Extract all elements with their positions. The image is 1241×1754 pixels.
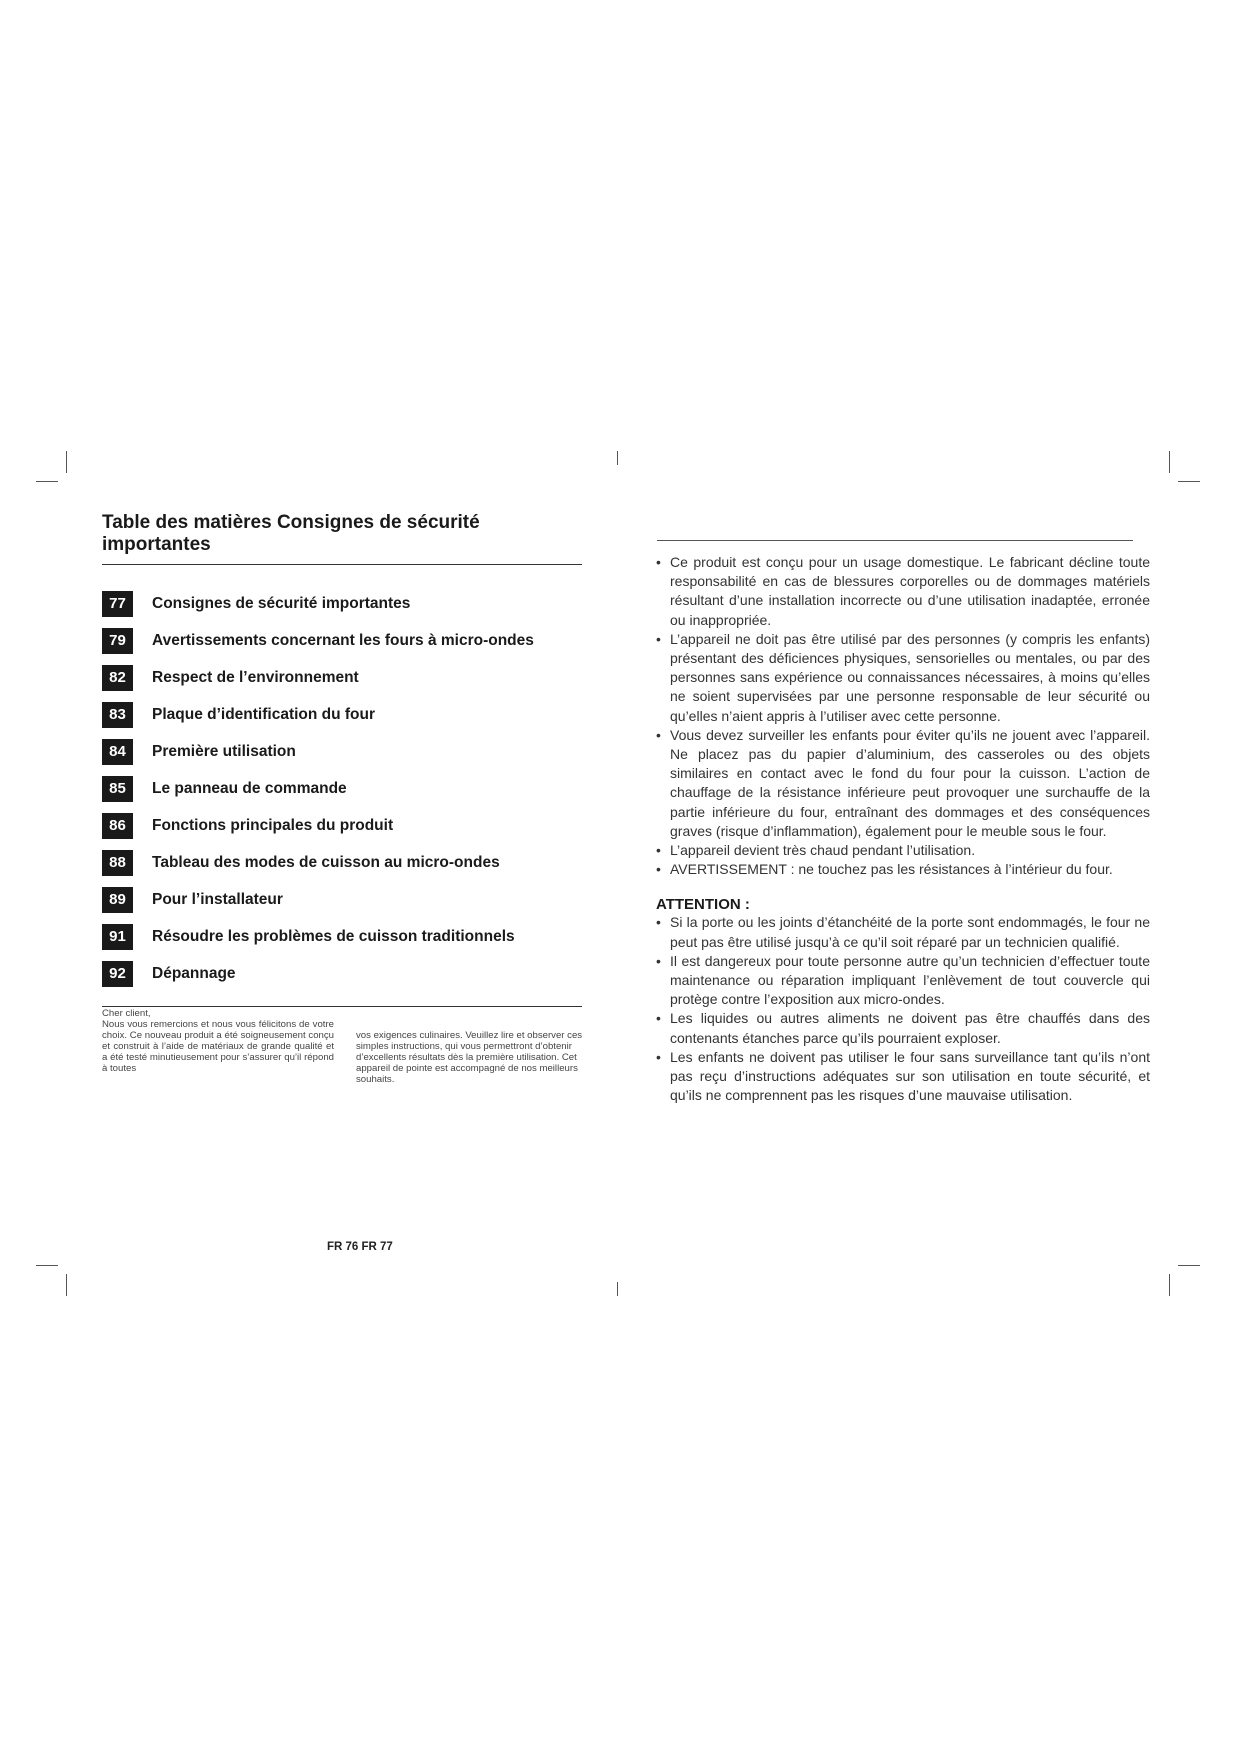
- crop-mark: [36, 481, 58, 482]
- toc-item-label: Résoudre les problèmes de cuisson traditionnels: [152, 927, 515, 945]
- crop-mark: [36, 1265, 58, 1266]
- bullet-item: • Si la porte ou les joints d’étanchéité de la porte sont endommagés, le four ne peut pas être utilisé jusqu’à ce qu’il soit réparé par un technicien qualifié.: [656, 913, 1150, 951]
- crop-mark: [1178, 481, 1200, 482]
- toc-page-number: 88: [102, 850, 133, 876]
- welcome-letter: [102, 1008, 588, 1085]
- toc-page-number: 83: [102, 702, 133, 728]
- toc-item-label: Fonctions principales du produit: [152, 816, 394, 834]
- toc-page-number: 79: [102, 628, 133, 654]
- letter-column-1: Nous vous remercions et nous vous félicitons de votre choix. Ce nouveau produit a été soigneusement conçu et construit à l’aide de matériaux de grande qualité et a été testé minutieusement pour s’assurer qu’il répond à toutes: [102, 1019, 334, 1074]
- toc-item-label: Dépannage: [152, 964, 236, 982]
- toc-page-number: 92: [102, 961, 133, 987]
- toc-item: [102, 881, 582, 918]
- toc-item: [102, 807, 582, 844]
- table-of-contents: [102, 512, 582, 1007]
- bullet-item: • L’appareil ne doit pas être utilisé par des personnes (y compris les enfants) présentant des déficiences physiques, sensorielles ou mentales, ou par des personnes sans expérience ou connaissances nécessaires, à moins qu’elles ne soient supervisées par une personne responsable de leur sécurité ou qu’elles n’aient appris à l’utiliser avec cette personne.: [656, 630, 1150, 726]
- bullet-item: • Les enfants ne doivent pas utiliser le four sans surveillance tant qu’ils n’ont pas reçu d’instructions adéquates sur son utilisation en toute sécurité, et qu’ils ne comprennent pas les risques d’une mauvaise utilisation.: [656, 1048, 1150, 1106]
- attention-bullet-list: [656, 913, 1150, 1105]
- bullet-item: • Ce produit est conçu pour un usage domestique. Le fabricant décline toute responsabilité en cas de blessures corporelles ou de dommages matériels résultant d’une installation incorrecte ou d’une utilisation inadaptée, erronée ou inappropriée.: [656, 553, 1150, 630]
- toc-item-label: Tableau des modes de cuisson au micro-ondes: [152, 853, 500, 871]
- bullet-item: • Il est dangereux pour toute personne autre qu’un technicien d’effectuer toute maintenance ou réparation impliquant l’enlèvement de tout couvercle qui protège contre l’exposition aux micro-ondes.: [656, 952, 1150, 1010]
- attention-heading: ATTENTION :: [656, 896, 750, 914]
- toc-page-number: 86: [102, 813, 133, 839]
- toc-item-label: Consignes de sécurité importantes: [152, 594, 411, 612]
- toc-item-label: Le panneau de commande: [152, 779, 347, 797]
- toc-item: [102, 622, 582, 659]
- toc-item: [102, 844, 582, 881]
- toc-item: [102, 918, 582, 955]
- crop-mark: [1178, 1265, 1200, 1266]
- toc-item-label: Pour l’installateur: [152, 890, 283, 908]
- toc-page-number: 91: [102, 924, 133, 950]
- page-title: Table des matières Consignes de sécurité importantes: [102, 512, 582, 565]
- crop-mark: [66, 1274, 67, 1296]
- crop-mark: [1169, 1274, 1170, 1296]
- divider: [657, 540, 1133, 541]
- toc-page-number: 89: [102, 887, 133, 913]
- toc-item: [102, 696, 582, 733]
- toc-item-label: Plaque d’identification du four: [152, 705, 376, 723]
- page-numbers: FR 76 FR 77: [327, 1241, 393, 1253]
- bullet-item: • Les liquides ou autres aliments ne doivent pas être chauffés dans des contenants étanches parce qu’ils pourraient exploser.: [656, 1009, 1150, 1047]
- toc-item-label: Première utilisation: [152, 742, 296, 760]
- bullet-item: • L’appareil devient très chaud pendant l’utilisation.: [656, 841, 1150, 860]
- letter-column-2: vos exigences culinaires. Veuillez lire et observer ces simples instructions, qui vous permettront d’obtenir d’excellents résultats dès la première utilisation. Cet appareil de pointe est accompagné de nos meilleurs souhaits.: [356, 1030, 583, 1085]
- toc-list: [102, 585, 582, 992]
- toc-page-number: 84: [102, 739, 133, 765]
- toc-item-label: Respect de l’environnement: [152, 668, 359, 686]
- crop-mark: [617, 451, 618, 465]
- bullet-item: • Vous devez surveiller les enfants pour éviter qu’ils ne jouent avec l’appareil. Ne placez pas du papier d’aluminium, des casseroles ou des objets similaires en contact avec le fond du four pour la cuisson. L’action de chauffage de la résistance inférieure peut provoquer une surchauffe de la partie inférieure du four, entraînant des dommages et des conséquences graves (risque d’inflammation), également pour le meuble sous le four.: [656, 726, 1150, 841]
- toc-item: [102, 659, 582, 696]
- crop-mark: [1169, 451, 1170, 473]
- toc-item-label: Avertissements concernant les fours à micro-ondes: [152, 631, 534, 649]
- divider: [102, 1006, 582, 1007]
- crop-mark: [66, 451, 67, 473]
- toc-page-number: 77: [102, 591, 133, 617]
- letter-greeting: Cher client,: [102, 1008, 151, 1019]
- toc-page-number: 85: [102, 776, 133, 802]
- toc-item: [102, 770, 582, 807]
- toc-item: [102, 955, 582, 992]
- toc-item: [102, 585, 582, 622]
- bullet-item: • AVERTISSEMENT : ne touchez pas les résistances à l’intérieur du four.: [656, 860, 1150, 879]
- toc-item: [102, 733, 582, 770]
- toc-page-number: 82: [102, 665, 133, 691]
- safety-bullet-list: [656, 553, 1150, 879]
- safety-instructions: [656, 540, 1150, 1105]
- crop-mark: [617, 1282, 618, 1296]
